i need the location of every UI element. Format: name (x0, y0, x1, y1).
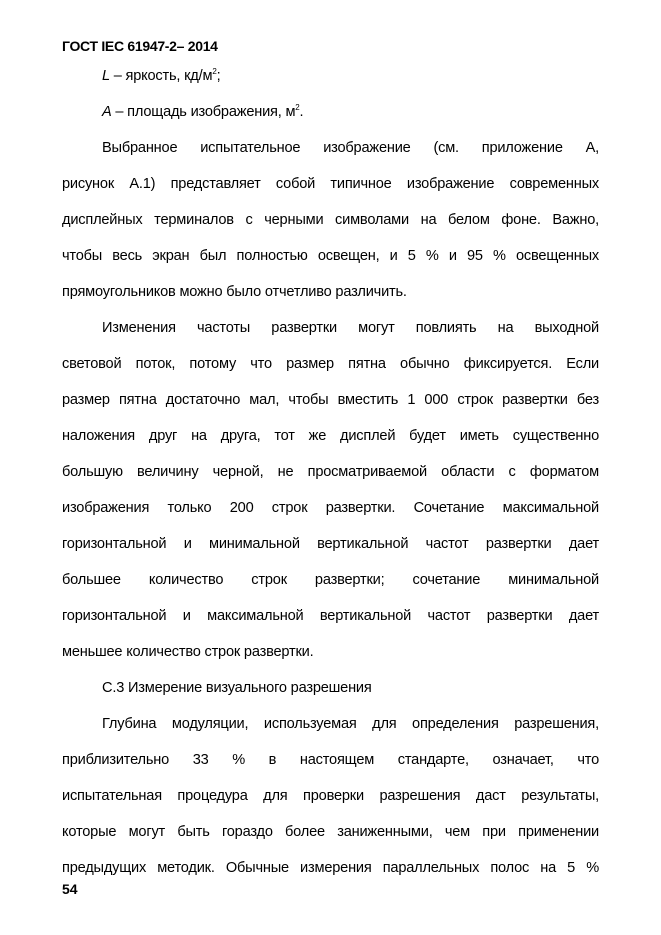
text-line: горизонтальной и минимальной вертикальной частот развертки дает (62, 536, 599, 552)
text-line: А – площадь изображения, $м^2$. (102, 103, 304, 120)
text-line: Выбранное испытательное изображение (см. приложение А, (102, 140, 599, 156)
text-line: предыдущих методик. Обычные измерения параллельных полос на 5 % (62, 860, 599, 876)
text-line: рисунок А.1) представляет собой типичное изображение современных (62, 176, 599, 192)
text-line: Изменения частоты развертки могут повлиять на выходной (102, 320, 599, 336)
text-line: прямоугольников можно было отчетливо различить. (62, 284, 407, 300)
text-line: световой поток, потому что размер пятна обычно фиксируется. Если (62, 356, 599, 372)
text-line: L – яркость, $кд/м^2$; (102, 67, 221, 84)
text-line: большую величину черной, не просматриваемой области с форматом (62, 464, 599, 480)
section-heading: С.3 Измерение визуального разрешения (102, 680, 372, 696)
text-line: меньшее количество строк развертки. (62, 644, 314, 660)
text-line: которые могут быть гораздо более заниженными, чем при применении (62, 824, 599, 840)
document-header-code: ГОСТ IEC 61947-2– 2014 (62, 38, 218, 54)
text-line: наложения друг на друга, тот же дисплей будет иметь существенно (62, 428, 599, 444)
text-line: горизонтальной и максимальной вертикальной частот развертки дает (62, 608, 599, 624)
text-line: Глубина модуляции, используемая для определения разрешения, (102, 716, 599, 732)
text-line: изображения только 200 строк развертки. Сочетание максимальной (62, 500, 599, 516)
text-line: размер пятна достаточно мал, чтобы вместить 1 000 строк развертки без (62, 392, 599, 408)
text-line: дисплейных терминалов с черными символами на белом фоне. Важно, (62, 212, 599, 228)
text-line: большее количество строк развертки; сочетание минимальной (62, 572, 599, 588)
variable-l: L (102, 68, 110, 84)
text-line: чтобы весь экран был полностью освещен, и 5 % и 95 % освещенных (62, 248, 599, 264)
variable-a: А (102, 104, 112, 120)
text-line: испытательная процедура для проверки разрешения даст результаты, (62, 788, 599, 804)
page-number: 54 (62, 881, 78, 897)
document-body (62, 58, 599, 886)
text-line: приблизительно 33 % в настоящем стандарте, означает, что (62, 752, 599, 768)
